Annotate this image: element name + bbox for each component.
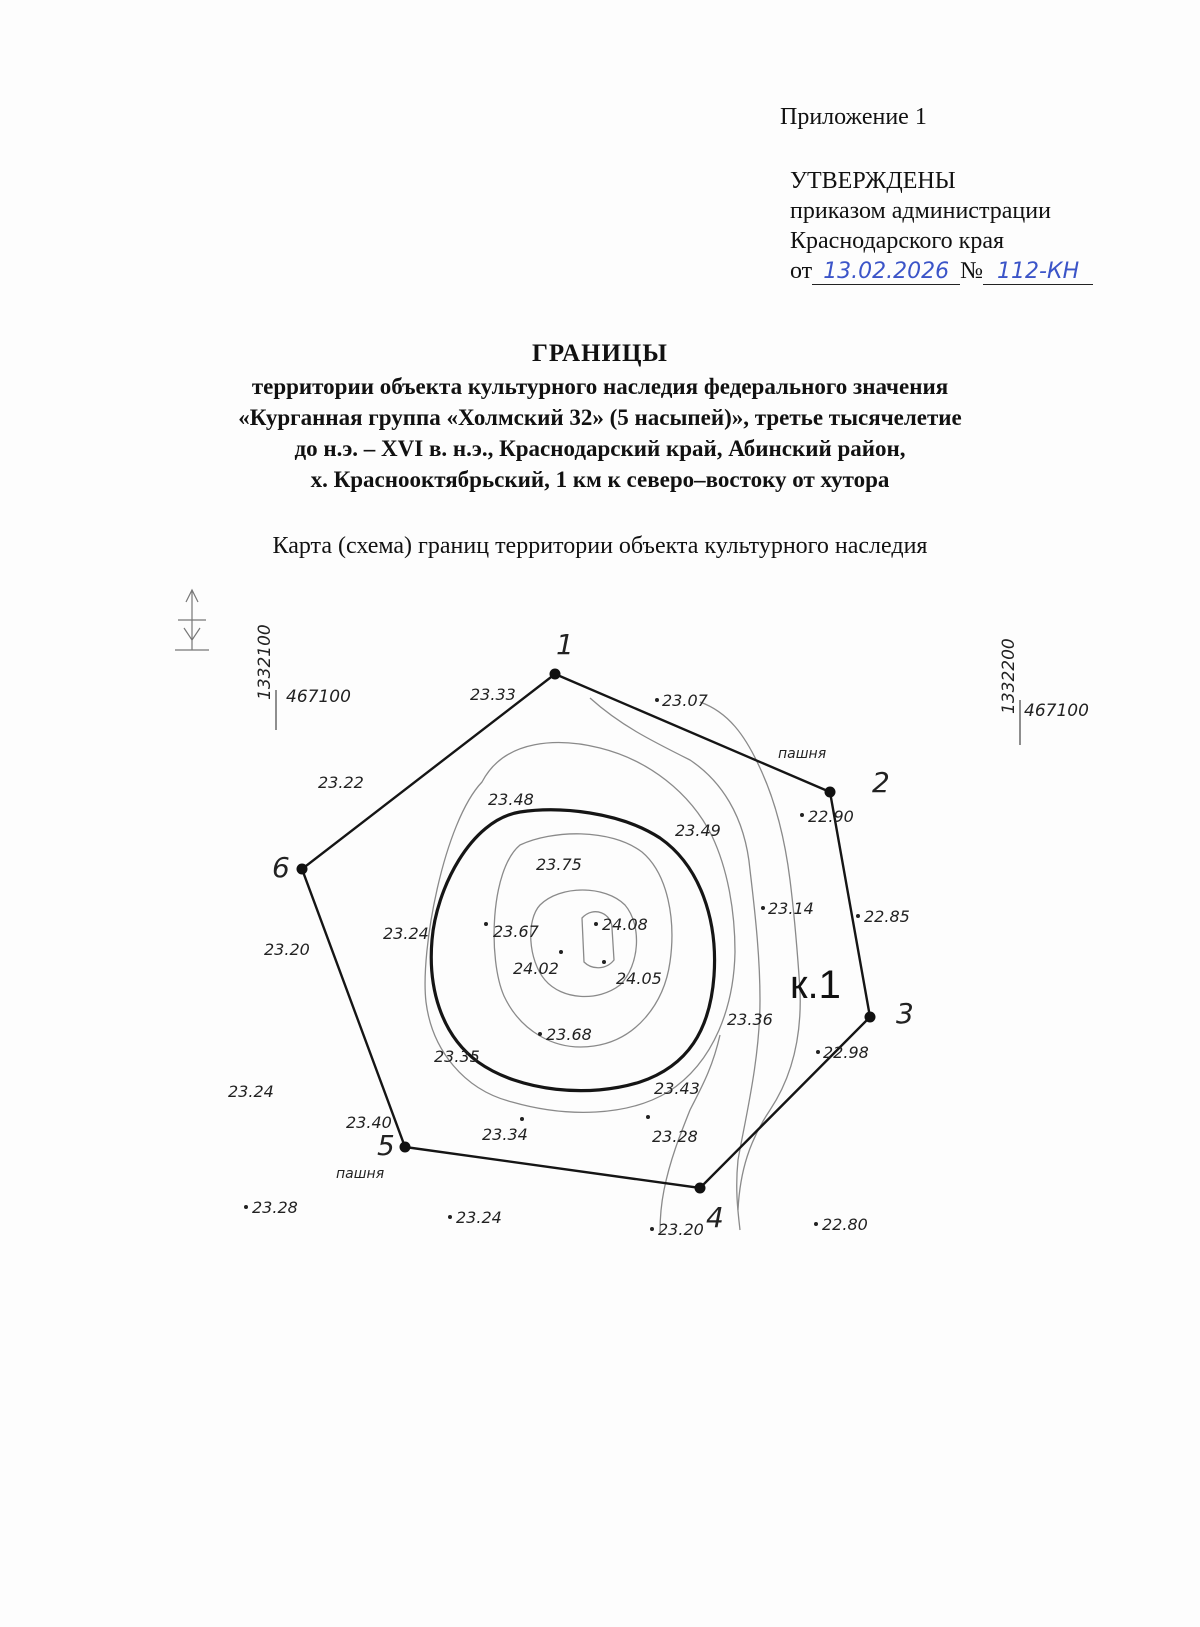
elevation-label: 23.34 — [482, 1125, 528, 1144]
elevation-label: 23.48 — [488, 790, 534, 809]
elevation-dot — [761, 906, 765, 910]
vertex-3-point — [865, 1012, 876, 1023]
elevation-label: 23.07 — [662, 691, 708, 710]
vertex-6-label: 6 — [272, 851, 290, 884]
elevation-dot — [650, 1227, 654, 1231]
coord-right-vertical: 1332200 — [999, 638, 1019, 714]
land-label-arable-2: пашня — [336, 1166, 385, 1182]
approval-line-3: Краснодарского края — [790, 228, 1005, 254]
elevation-label: 23.68 — [546, 1025, 592, 1044]
date-handwritten: 13.02.2026 — [812, 260, 960, 285]
title-line-1: территории объекта культурного наследия федерального значения — [251, 374, 949, 399]
elevation-label: 23.43 — [654, 1079, 700, 1098]
date-prefix: от — [790, 258, 813, 284]
vertex-2-point — [825, 787, 836, 798]
elevation-label: 23.36 — [727, 1010, 773, 1029]
elevation-dot — [559, 950, 563, 954]
grid-ticks — [276, 690, 1020, 745]
elevation-label: 22.90 — [808, 807, 854, 826]
elevation-label: 24.05 — [616, 969, 662, 988]
approval-line-2: приказом администрации — [790, 198, 1051, 224]
vertex-5-point — [400, 1142, 411, 1153]
object-label: к.1 — [790, 963, 841, 1007]
elevation-label: 23.35 — [434, 1047, 480, 1066]
land-label-arable-1: пашня — [778, 746, 827, 762]
elevation-label: 23.67 — [493, 922, 539, 941]
vertex-4-point — [695, 1183, 706, 1194]
contour-lines — [425, 698, 800, 1232]
elevation-label: 23.20 — [264, 940, 310, 959]
number-handwritten: 112-КН — [983, 260, 1093, 285]
elevation-dot — [538, 1032, 542, 1036]
elevation-dot — [646, 1115, 650, 1119]
vertex-5-label: 5 — [377, 1129, 395, 1162]
elevation-label: 23.49 — [675, 821, 721, 840]
map-subtitle: Карта (схема) границ территории объекта культурного наследия — [272, 533, 928, 559]
vertex-2-label: 2 — [872, 766, 890, 799]
elevation-label: 23.28 — [252, 1198, 298, 1217]
coord-right-horizontal: 467100 — [1024, 701, 1089, 721]
elevation-label: 23.24 — [383, 924, 429, 943]
elevation-label: 22.98 — [823, 1043, 869, 1062]
appendix-label: Приложение 1 — [780, 104, 927, 130]
vertex-1-label: 1 — [556, 628, 574, 661]
approval-heading: УТВЕРЖДЕНЫ — [790, 168, 956, 194]
vertex-3-label: 3 — [896, 997, 914, 1030]
elevation-labels — [228, 685, 910, 1239]
elevation-dot — [448, 1215, 452, 1219]
elevation-dot — [520, 1117, 524, 1121]
title-line-3: до н.э. – XVI в. н.э., Краснодарский край, Абинский район, — [294, 436, 906, 461]
vertex-4-label: 4 — [706, 1201, 724, 1234]
elevation-dot — [816, 1050, 820, 1054]
elevation-dot — [856, 914, 860, 918]
elevation-label: 22.80 — [822, 1215, 868, 1234]
elevation-label: 23.22 — [318, 773, 364, 792]
vertex-1-point — [550, 669, 561, 680]
title-main: ГРАНИЦЫ — [532, 340, 668, 367]
elevation-label: 23.24 — [456, 1208, 502, 1227]
elevation-label: 23.20 — [658, 1220, 704, 1239]
north-arrow-icon — [175, 590, 209, 650]
elevation-dot — [594, 922, 598, 926]
title-line-2: «Курганная группа «Холмский 32» (5 насыпей)», третье тысячелетие — [238, 405, 962, 430]
elevation-dot — [602, 960, 606, 964]
elevation-label: 23.24 — [228, 1082, 274, 1101]
elevation-dot — [800, 813, 804, 817]
vertex-labels — [272, 628, 914, 1234]
elevation-label: 23.40 — [346, 1113, 392, 1132]
elevation-label: 23.75 — [536, 855, 582, 874]
elevation-label: 24.08 — [602, 915, 648, 934]
elevation-label: 23.28 — [652, 1127, 698, 1146]
elevation-label: 23.33 — [470, 685, 516, 704]
coord-left-vertical: 1332100 — [255, 624, 275, 700]
number-prefix: № — [960, 258, 984, 284]
elevation-dot — [655, 698, 659, 702]
elevation-dot — [484, 922, 488, 926]
title-line-4: х. Краснооктябрьский, 1 км к северо–востоку от хутора — [310, 467, 890, 492]
elevation-dot — [814, 1222, 818, 1226]
elevation-label: 24.02 — [513, 959, 559, 978]
coord-left-horizontal: 467100 — [286, 687, 351, 707]
elevation-dot — [244, 1205, 248, 1209]
elevation-label: 22.85 — [864, 907, 910, 926]
elevation-label: 23.14 — [768, 899, 814, 918]
vertex-6-point — [297, 864, 308, 875]
